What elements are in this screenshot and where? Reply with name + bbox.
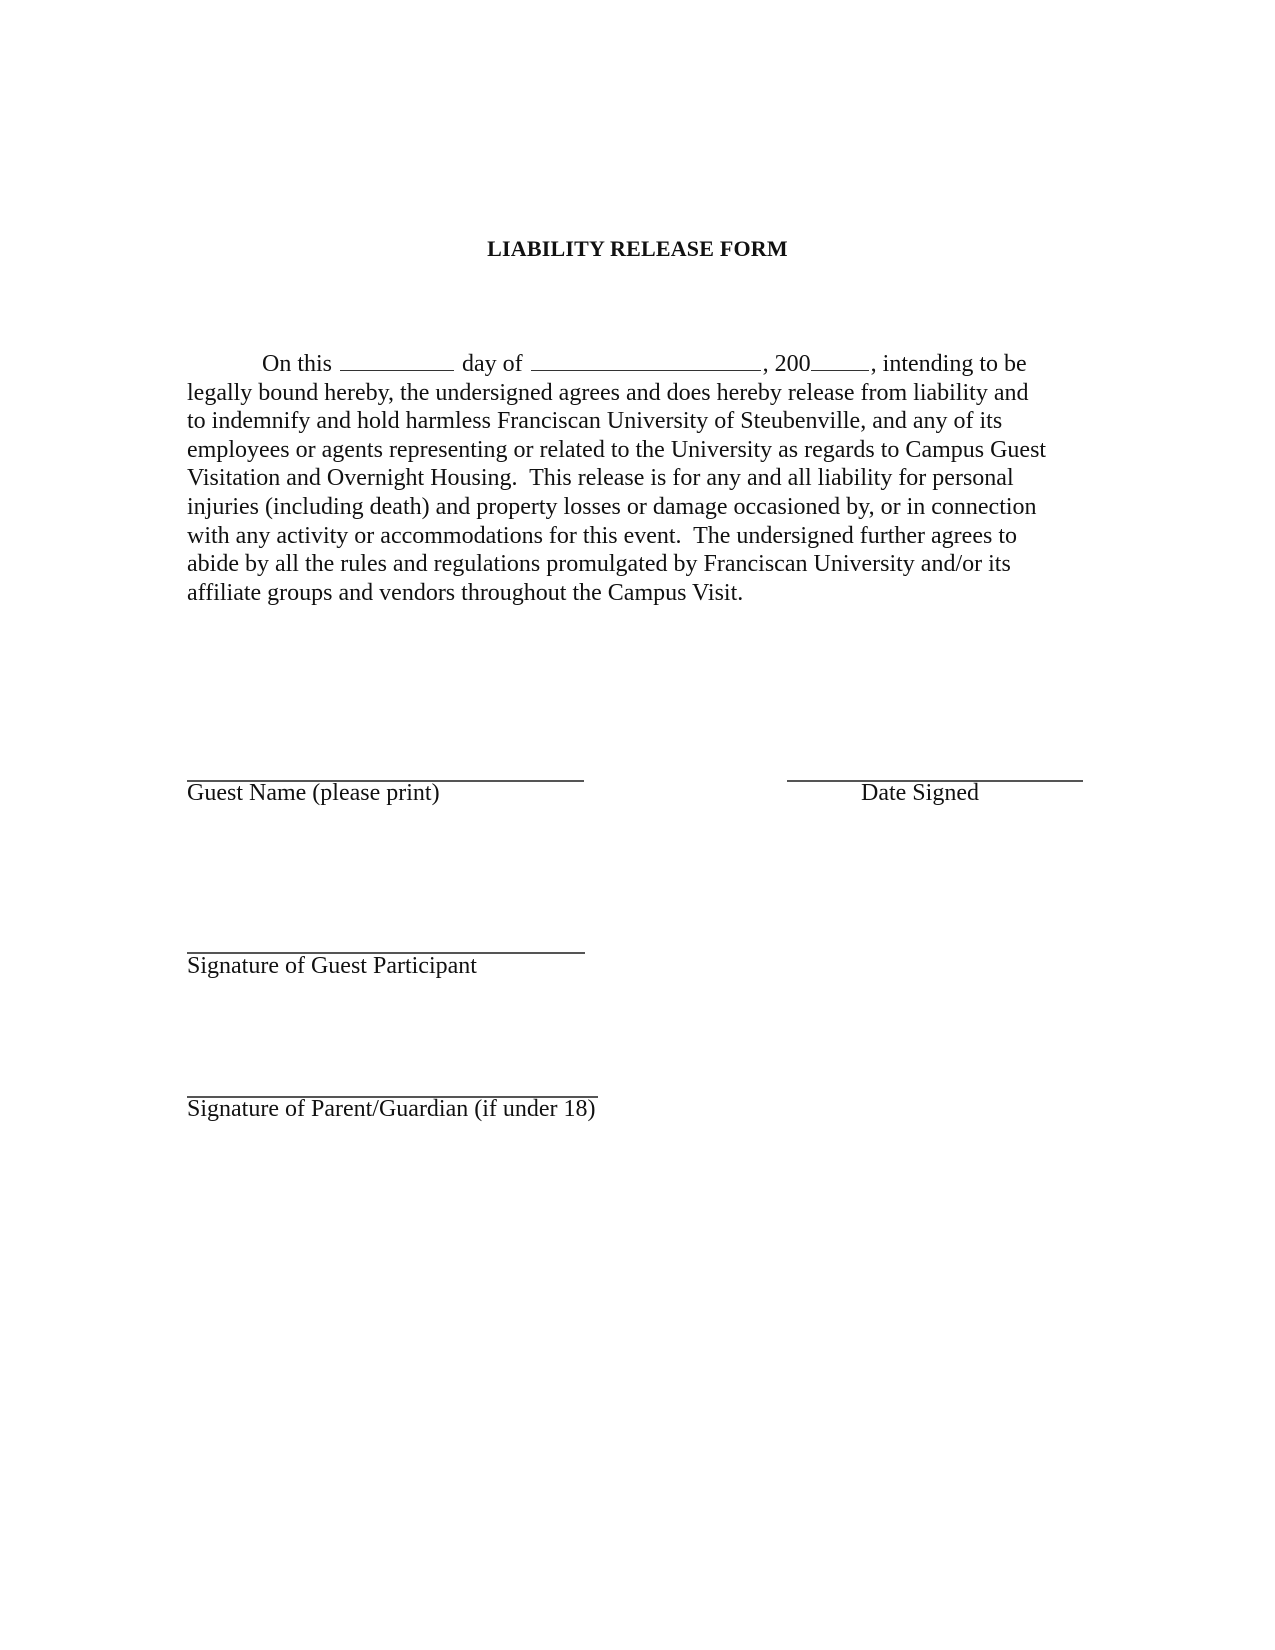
form-title: LIABILITY RELEASE FORM [487,236,788,261]
paragraph-line: abide by all the rules and regulations promulgated by Franciscan University and/or its [187,551,1011,578]
intending-text: , intending to be [870,351,1027,377]
paragraph-line: injuries (including death) and property losses or damage occasioned by, or in connection [187,493,1037,520]
date-signed-label: Date Signed [861,780,979,806]
parent-signature-label: Signature of Parent/Guardian (if under 18) [187,1096,596,1122]
paragraph-line: employees or agents representing or related to the University as regards to Campus Guest [187,436,1047,463]
guest-name-label: Guest Name (please print) [187,780,440,806]
on-this-text: On this [262,351,333,377]
year-blank-field[interactable] [811,350,869,371]
paragraph-line: affiliate groups and vendors throughout the Campus Visit. [187,579,744,606]
guest-signature-label: Signature of Guest Participant [187,953,477,979]
day-of-text: day of [462,351,523,377]
release-paragraph [187,350,1087,607]
year-prefix-text: , 200 [762,351,811,377]
paragraph-line: to indemnify and hold harmless Franciscan University of Steubenville, and any of its [187,408,1003,435]
paragraph-line-1 [187,350,1087,379]
day-blank-field[interactable] [340,350,454,371]
paragraph-line: with any activity or accommodations for this event. The undersigned further agrees to [187,522,1017,549]
paragraph-line: Visitation and Overnight Housing. This release is for any and all liability for personal [187,465,1014,492]
month-blank-field[interactable] [531,350,761,371]
paragraph-line: legally bound hereby, the undersigned agrees and does hereby release from liability and [187,379,1029,406]
